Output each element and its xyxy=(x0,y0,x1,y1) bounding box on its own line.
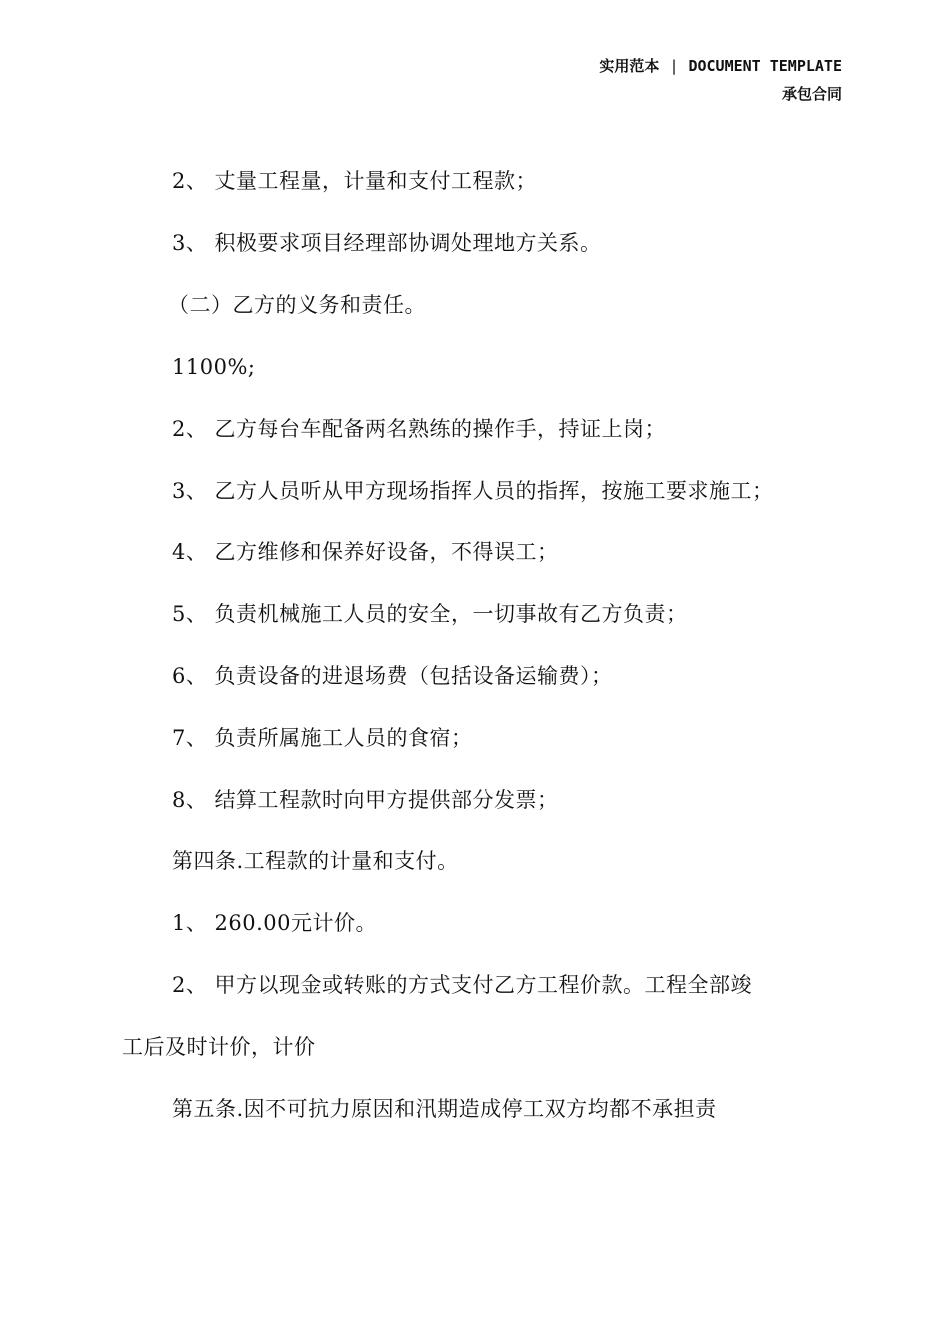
body-line-10: 7、 负责所属施工人员的食宿； xyxy=(172,726,473,750)
header-doc-type: 承包合同 xyxy=(781,85,842,103)
body-line-8: 5、 负责机械施工人员的安全，一切事故有乙方负责； xyxy=(172,602,688,626)
body-line-5: 2、 乙方每台车配备两名熟练的操作手，持证上岗； xyxy=(172,417,667,441)
article-five-heading: 第五条.因不可抗力原因和汛期造成停工双方均都不承担责 xyxy=(172,1097,717,1121)
body-line-2: 3、 积极要求项目经理部协调处理地方关系。 xyxy=(172,231,602,255)
header-tagline: DOCUMENT TEMPLATE xyxy=(688,57,842,75)
header-brand-line xyxy=(599,52,842,80)
body-line-7: 4、 乙方维修和保养好设备，不得误工； xyxy=(172,540,559,564)
section-heading-party-b: （二）乙方的义务和责任。 xyxy=(168,293,426,317)
page-header xyxy=(599,52,842,108)
body-line-1: 2、 丈量工程量，计量和支付工程款； xyxy=(172,169,538,193)
body-line-11: 8、 结算工程款时向甲方提供部分发票； xyxy=(172,788,559,812)
header-separator: | xyxy=(669,57,679,75)
body-line-13: 1、 260.00元计价。 xyxy=(172,911,378,935)
body-line-9: 6、 负责设备的进退场费（包括设备运输费）； xyxy=(172,664,613,688)
body-line-15: 工后及时计价，计价 xyxy=(122,1035,316,1059)
header-brand: 实用范本 xyxy=(599,57,660,75)
body-line-4: 1100%; xyxy=(172,355,256,379)
body-line-14: 2、 甲方以现金或转账的方式支付乙方工程价款。工程全部竣 xyxy=(172,973,753,997)
article-four-heading: 第四条.工程款的计量和支付。 xyxy=(172,849,459,873)
body-line-6: 3、 乙方人员听从甲方现场指挥人员的指挥，按施工要求施工； xyxy=(172,479,774,503)
